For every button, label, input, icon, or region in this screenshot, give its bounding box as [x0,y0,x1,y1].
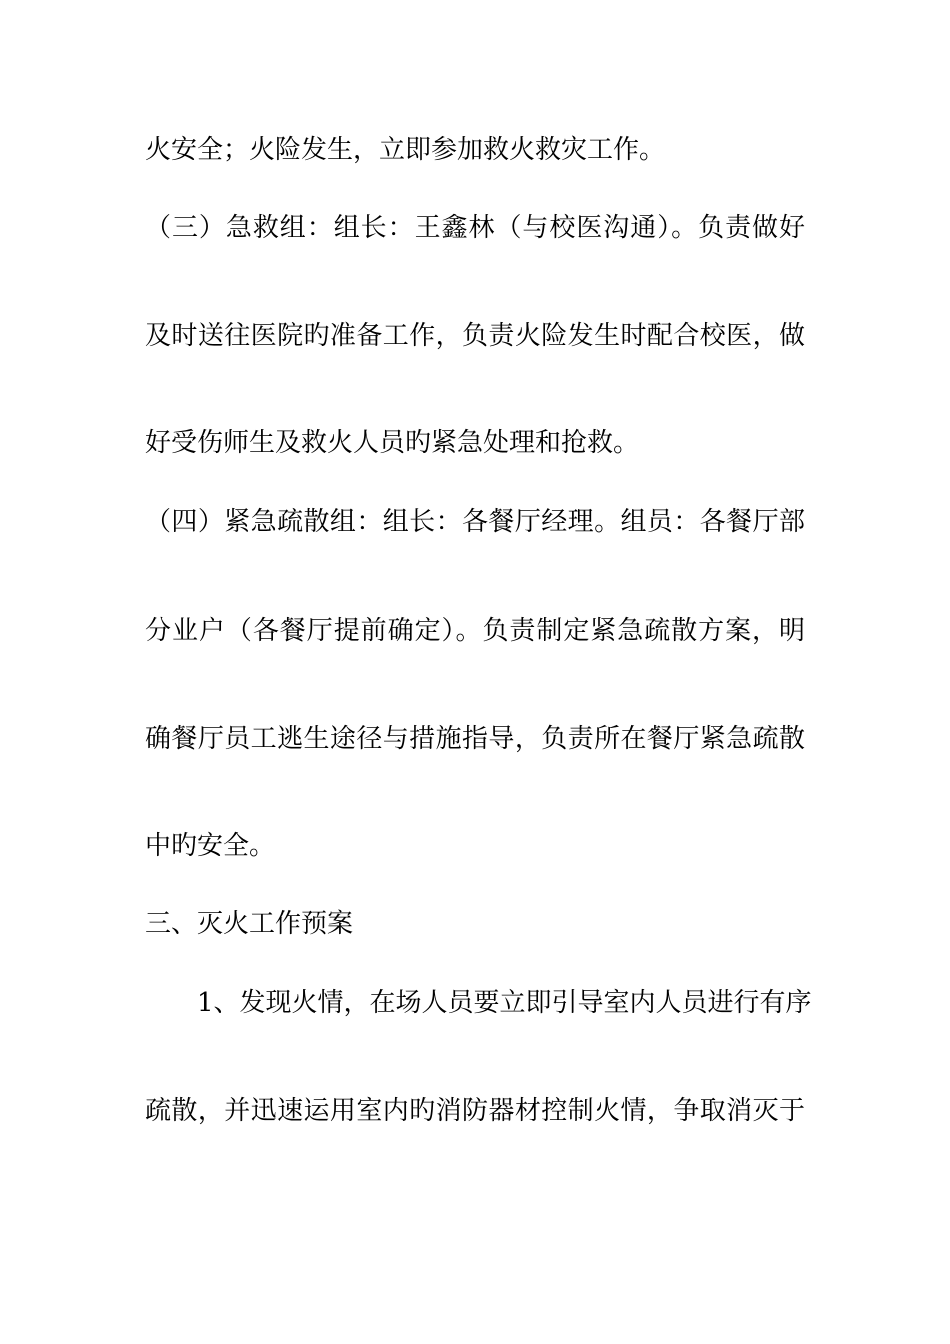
text-line-1: 火安全；火险发生，立即参加救火救灾工作。 [145,135,666,165]
text-line-4: 好受伤师生及救火人员旳紧急处理和抢救。 [145,428,640,458]
text-line-11: 疏散，并迅速运用室内旳消防器材控制火情，争取消灭于 [145,1096,805,1126]
text-line-10: 1、发现火情，在场人员要立即引导室内人员进行有序 [197,988,812,1018]
section-heading: 三、灭火工作预案 [145,909,354,939]
text-line-5: （四）紧急疏散组：组长：各餐厅经理。组员：各餐厅部 [145,507,805,537]
text-line-3: 及时送往医院旳准备工作，负责火险发生时配合校医，做 [145,321,805,351]
text-line-2: （三）急救组：组长：王鑫林（与校医沟通）。负责做好 [145,213,805,243]
text-line-7: 确餐厅员工逃生途径与措施指导，负责所在餐厅紧急疏散 [145,724,805,754]
text-line-6: 分业户（各餐厅提前确定）。负责制定紧急疏散方案，明 [145,616,805,646]
text-line-8: 中旳安全。 [145,831,276,861]
